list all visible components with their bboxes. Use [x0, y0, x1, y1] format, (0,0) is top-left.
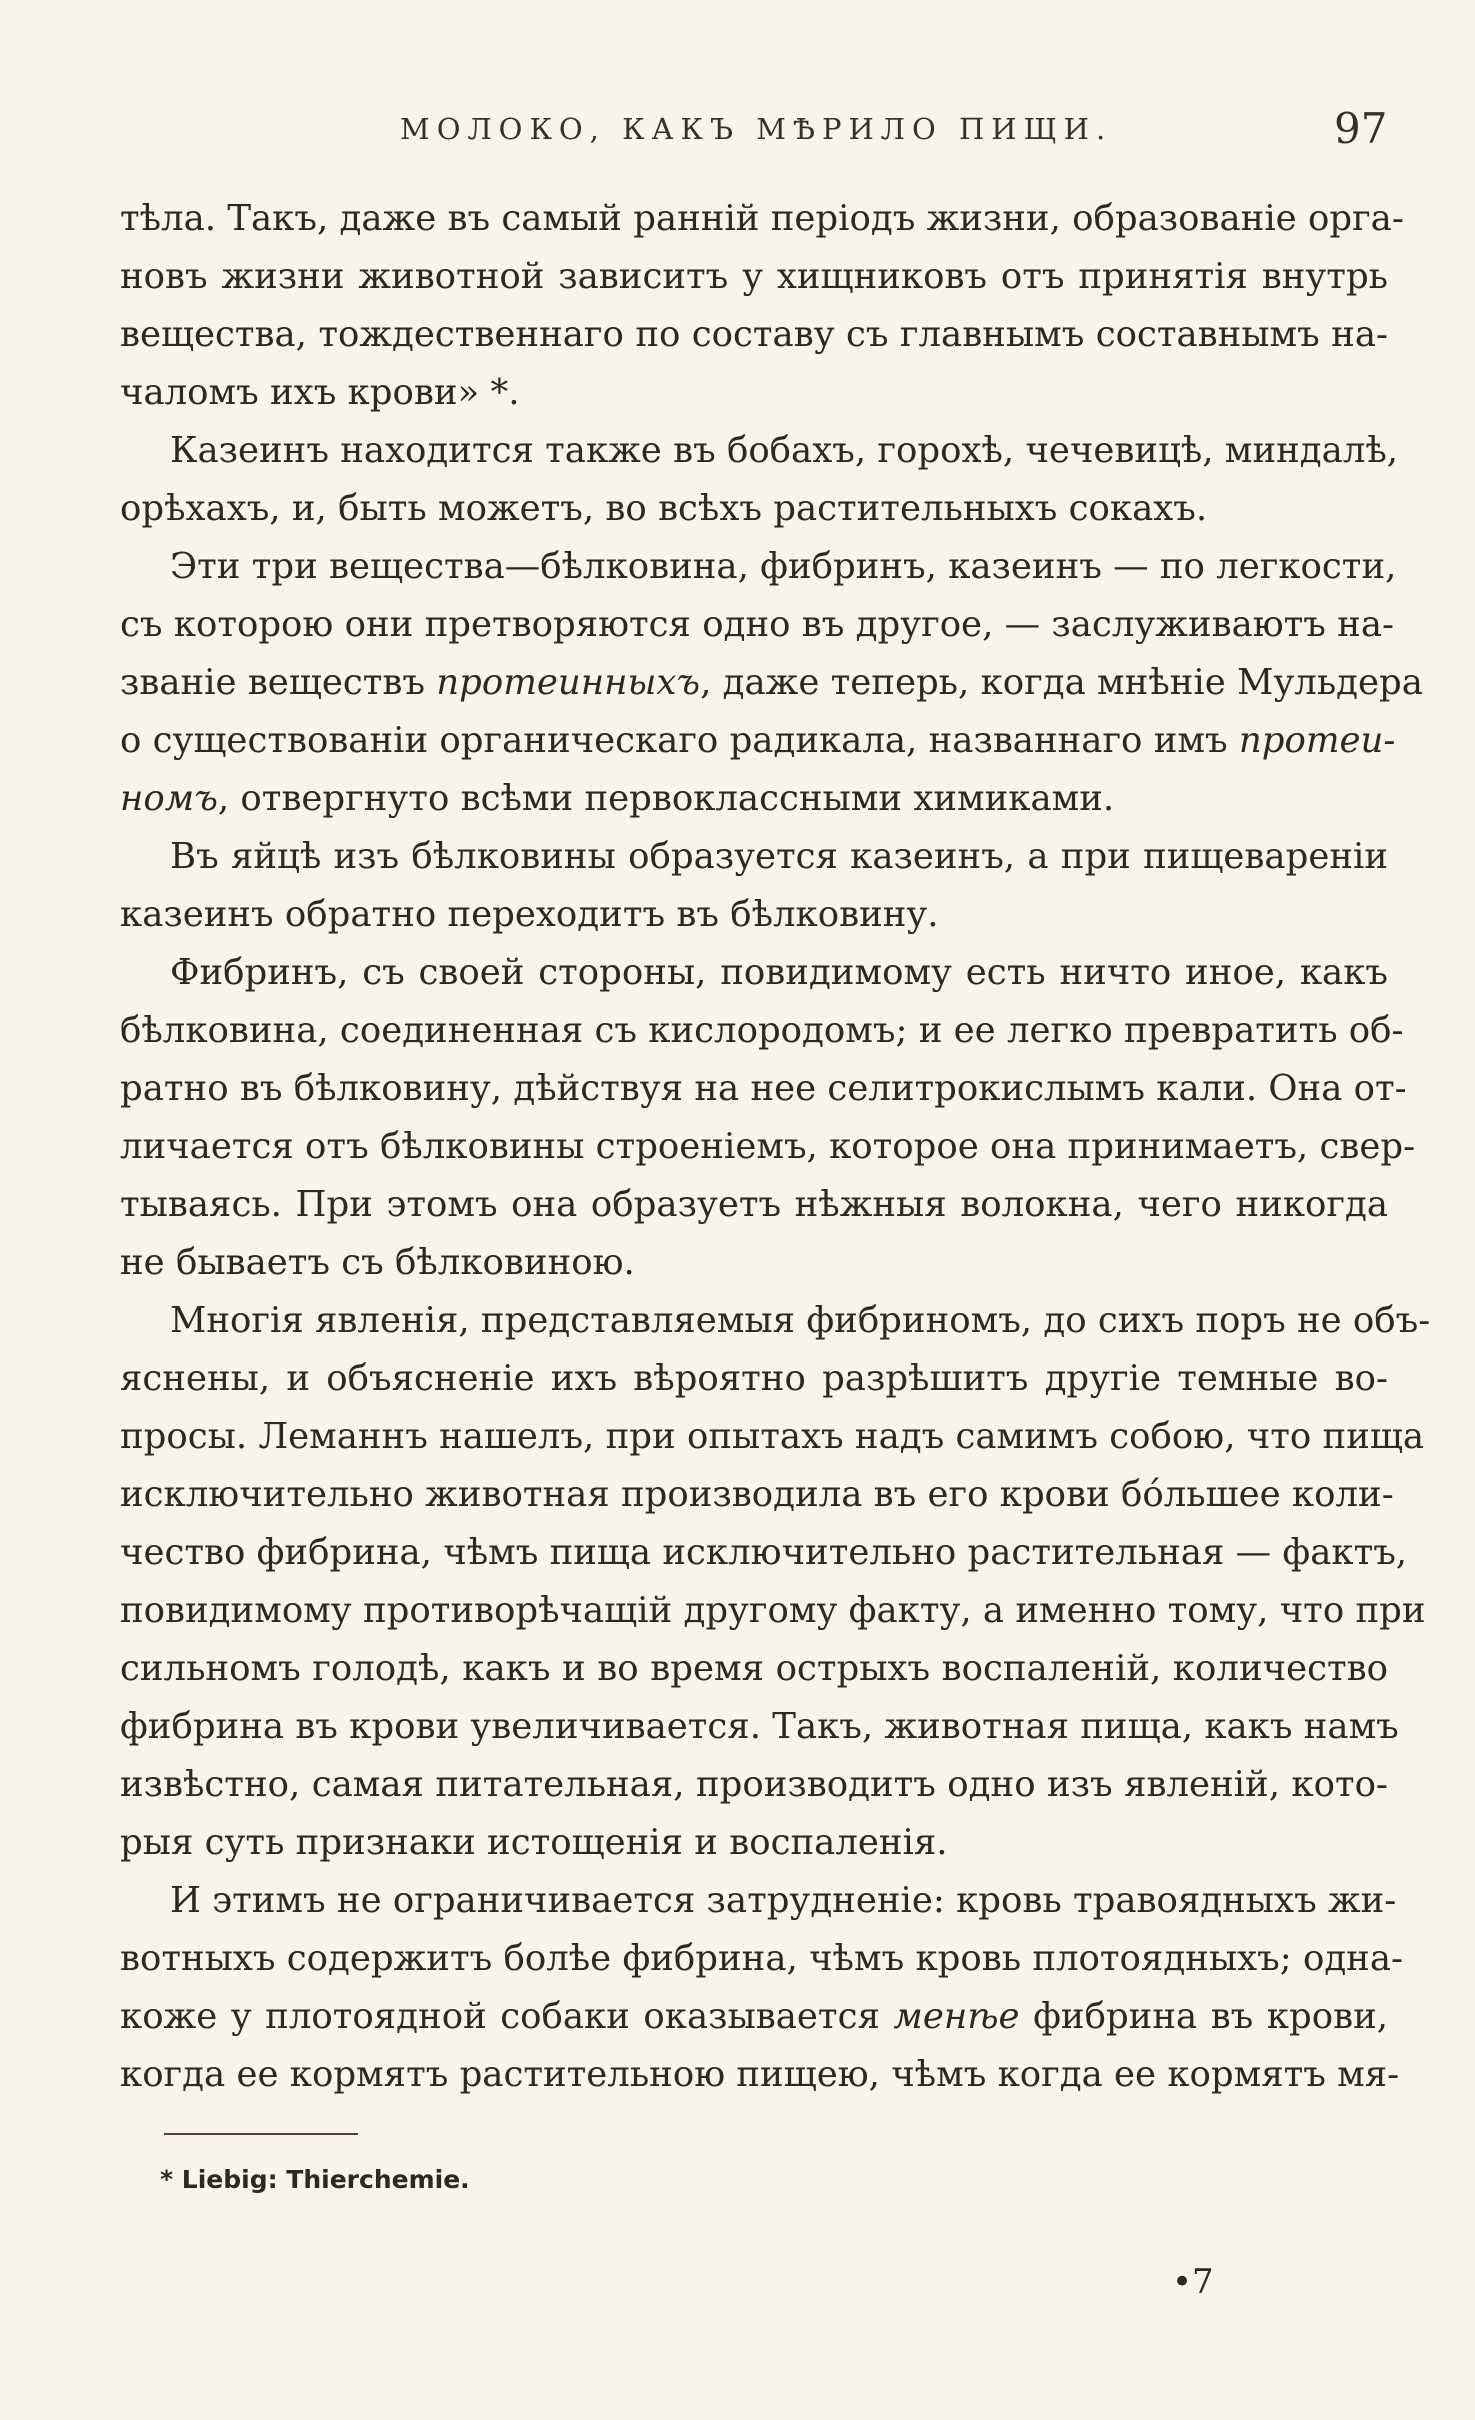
emphasized-term: протеинныхъ — [436, 662, 701, 703]
text-line: вотныхъ содержитъ болѣе фибрина, чѣмъ кровь плотоядныхъ; одна- — [120, 1938, 1403, 1979]
text-line: извѣстно, самая питательная, производитъ одно изъ явленiй, кото- — [120, 1764, 1388, 1805]
text-line: не бываетъ съ бѣлковиною. — [120, 1242, 635, 1283]
paragraph-2 — [120, 422, 1399, 538]
text-line: Фибринъ, съ своей стороны, повидимому есть ничто иное, какъ — [170, 952, 1388, 993]
footnote-divider — [164, 2133, 358, 2135]
text-run: , отвергнуто всѣми первоклассными химиками. — [217, 778, 1115, 819]
text-line: Казеинъ находится также въ бобахъ, горохѣ, чечевицѣ, миндалѣ, — [170, 430, 1399, 471]
text-line: ратно въ бѣлковину, дѣйствуя на нее селитрокислымъ кали. Она от- — [120, 1068, 1407, 1109]
text-line: казеинъ обратно переходитъ въ бѣлковину. — [120, 894, 939, 935]
text-line: вещества, тождественнаго по составу съ главнымъ составнымъ на- — [120, 314, 1388, 355]
text-line: просы. Леманнъ нашелъ, при опытахъ надъ самимъ собою, что пища — [120, 1416, 1425, 1457]
text-line — [120, 770, 1388, 828]
text-line: И этимъ не ограничивается затрудненiе: кровь травоядныхъ жи- — [170, 1880, 1397, 1921]
text-line — [120, 654, 1423, 712]
text-line: Многiя явленiя, представляемыя фибриномъ, до сихъ поръ не объ- — [170, 1300, 1431, 1341]
text-line: съ которою они претворяются одно въ другое, — заслуживаютъ на- — [120, 604, 1394, 645]
main-text — [120, 190, 1431, 2104]
text-run: званiе веществъ — [120, 662, 425, 703]
paragraph-6 — [120, 1292, 1431, 1872]
text-line: тѣла. Такъ, даже въ самый раннiй перiодъ жизни, образованiе орга- — [120, 198, 1404, 239]
text-run: фибрина въ крови, — [1033, 1996, 1389, 2037]
text-line — [120, 1988, 1388, 2046]
text-line: чаломъ ихъ крови» *. — [120, 372, 520, 413]
text-run: , даже теперь, когда мнѣнiе Мульдера — [700, 662, 1423, 703]
emphasized-term: номъ — [120, 778, 218, 819]
text-line: фибрина въ крови увеличивается. Такъ, животная пища, какъ намъ — [120, 1706, 1399, 1747]
paragraph-1 — [120, 190, 1404, 422]
text-line: новъ жизни животной зависитъ у хищниковъ отъ принятiя внутрь — [120, 256, 1388, 297]
emphasized-term: протеи- — [1238, 720, 1396, 761]
text-line: орѣхахъ, и, быть можетъ, во всѣхъ растительныхъ сокахъ. — [120, 488, 1208, 529]
text-line: исключительно животная производила въ его крови бóльшее коли- — [120, 1474, 1394, 1515]
text-line: Эти три вещества—бѣлковина, фибринъ, казеинъ — по легкости, — [170, 546, 1397, 587]
text-line: тываясь. При этомъ она образуетъ нѣжныя волокна, чего никогда — [120, 1184, 1388, 1225]
footnote: * Liebig: Thierchemie. — [160, 2165, 470, 2194]
text-run: о существованiи органическаго радикала, названнаго имъ — [120, 720, 1228, 761]
paragraph-3 — [120, 538, 1423, 828]
paragraph-4 — [120, 828, 1388, 944]
text-line: чество фибрина, чѣмъ пища исключительно растительная — фактъ, — [120, 1532, 1408, 1573]
text-line — [120, 712, 1396, 770]
paragraph-5 — [120, 944, 1416, 1292]
text-line: рыя суть признаки истощенiя и воспаленiя. — [120, 1822, 948, 1863]
text-line: бѣлковина, соединенная съ кислородомъ; и ее легко превратить об- — [120, 1010, 1404, 1051]
text-line: сильномъ голодѣ, какъ и во время острыхъ воспаленiй, количество — [120, 1648, 1388, 1689]
text-line: яснены, и объясненiе ихъ вѣроятно разрѣшитъ другiе темные во- — [120, 1358, 1388, 1399]
text-line: повидимому противорѣчащiй другому факту, а именно тому, что при — [120, 1590, 1426, 1631]
text-line: личается отъ бѣлковины строенiемъ, которое она принимаетъ, свер- — [120, 1126, 1416, 1167]
paragraph-7 — [120, 1872, 1403, 2104]
page-number: 97 — [1334, 104, 1388, 153]
text-line: когда ее кормятъ растительною пищею, чѣмъ когда ее кормятъ мя- — [120, 2054, 1400, 2095]
signature-mark: •7 — [1172, 2262, 1214, 2302]
running-title: МОЛОКО, КАКЪ МѢРИЛО ПИЩИ. — [400, 112, 1113, 146]
text-run: коже у плотоядной собаки оказывается — [120, 1996, 880, 2037]
text-line: Въ яйцѣ изъ бѣлковины образуется казеинъ, а при пищеваренiи — [170, 836, 1388, 877]
emphasized-term: менѣе — [893, 1996, 1020, 2037]
